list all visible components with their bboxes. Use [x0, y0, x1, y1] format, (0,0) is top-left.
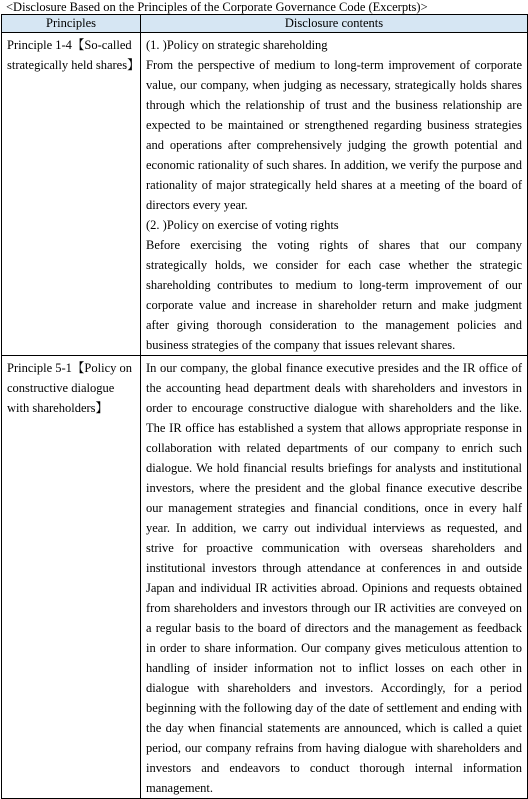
section-heading: (2. )Policy on exercise of voting rights [146, 218, 339, 232]
disclosure-contents-cell [141, 356, 528, 799]
section-heading: (1. )Policy on strategic shareholding [146, 38, 328, 52]
principle-cell: Principle 1-4【So-called strategically held shares】 [2, 33, 141, 356]
section-paragraph: In our company, the global finance executive presides and the IR office of the accounting head department deals with shareholders and investors in order to encourage constructive dialogue with shareholders and the like. The IR office has established a system that allows appropriate response in collaboration with related departments of our company to enrich such dialogue. We hold financial results briefings for analysts and institutional investors, where the president and the global finance executive describe our management strategies and financial conditions, once in every half year. In addition, we carry out individual interviews as requested, and strive for proactive communication with overseas shareholders and institutional investors through attendance at conferences in and outside Japan and individual IR activities abroad. Opinions and requests obtained from shareholders and investors through our IR activities are conveyed on a regular basis to the board of directors and the management as feedback in order to share information. Our company gives meticulous attention to handling of insider information not to inflict losses on each other in dialogue with shareholders and investors. Accordingly, for a period beginning with the following day of the date of settlement and ending with the day when financial statements are announced, which is called a quiet period, our company refrains from having dialogue with shareholders and investors and endeavors to conduct thorough internal information management. [146, 361, 522, 795]
document-title: <Disclosure Based on the Principles of the Corporate Governance Code (Excerpts)> [6, 0, 428, 14]
section-paragraph: From the perspective of medium to long-term improvement of corporate value, our company, when judging as necessary, strategically holds shares through which the relationship of trust and the business relationship are expected to be maintained or strengthened regarding business strategies and operations after comprehensively judging the growth potential and economic rationality of such shares. In addition, we verify the purpose and rationality of major strategically held shares at a meeting of the board of directors every year. [146, 58, 522, 212]
section-paragraph: Before exercising the voting rights of shares that our company strategically holds, we consider for each case whether the strategic shareholding contributes to medium to long-term improvement of our corporate value and increase in shareholder return and make judgment after giving thorough consideration to the management policies and business strategies of the company that issues relevant shares. [146, 238, 522, 352]
table-header-row [2, 15, 528, 33]
disclosure-contents-cell [141, 33, 528, 356]
principle-cell: Principle 5-1【Policy on constructive dialogue with shareholders】 [2, 356, 141, 799]
column-header-disclosure-contents: Disclosure contents [141, 15, 528, 33]
table-row [2, 33, 528, 356]
column-header-principles: Principles [2, 15, 141, 33]
table-row [2, 356, 528, 799]
governance-disclosure-table [1, 14, 528, 799]
